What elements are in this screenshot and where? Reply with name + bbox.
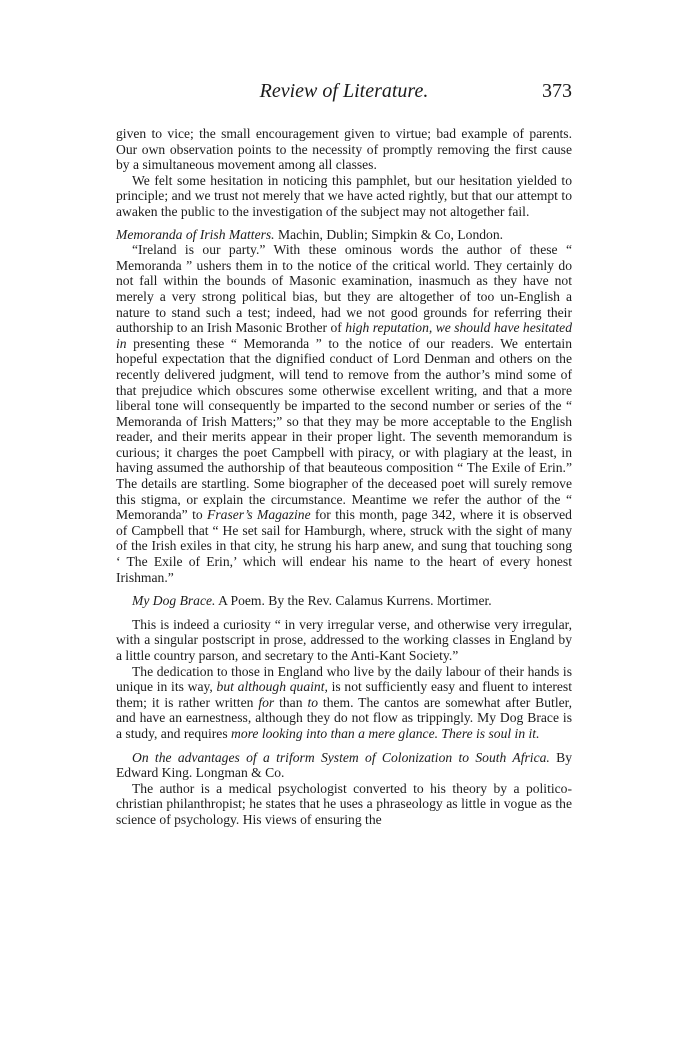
review-dog-brace-paragraph-1: This is indeed a curiosity “ in very irregular verse, and otherwise very irregular, with a singular postscript in prose, addressed to the working classes in England by a little country parson, and secretary to the Anti-Kant Society.” xyxy=(116,616,572,663)
frasers-magazine-title: Fraser’s Magazine xyxy=(207,507,311,523)
irish-body-italic: high reputation, we should have hesitated in xyxy=(116,320,572,351)
dog-p2-a: The dedication to those in England who live by the daily labour of their hands is unique in its way, xyxy=(116,663,572,695)
dog-p2-g: them. The cantos are somewhat after Butler, and have an earnestness, although they do not flow as trippingly. My Dog Brace is a study, and requires xyxy=(116,694,573,741)
review-dog-brace-paragraph-2 xyxy=(116,664,572,742)
review-byline-south-africa: By Edward King. Longman & Co. xyxy=(116,749,572,781)
running-title: Review of Literature. xyxy=(259,80,429,102)
review-heading-dog-brace xyxy=(116,593,572,609)
paragraph-continuation: given to vice; the small encouragement given to virtue; bad example of parents. Our own observation points to the necessity of promptly removing the first cause by a simultaneous movement among all classes. xyxy=(116,126,572,173)
dog-p2-c: is not sufficiently easy and fluent to interest them; it is rather written xyxy=(116,679,572,710)
dog-p2-italic-for: for xyxy=(258,694,275,710)
review-south-africa-paragraph-1: The author is a medical psychologist converted to his theory by a politico-christian philanthropist; he states that he uses a phraseology as little in vogue as the science of psychology. His views of ensuring the xyxy=(116,780,572,827)
review-title-dog-brace: My Dog Brace. xyxy=(132,593,216,609)
text-column xyxy=(116,126,572,828)
review-title-irish-matters: Memoranda of Irish Matters. xyxy=(116,226,275,242)
irish-body-part-c: for this month, page 342, where it is observed of Campbell that “ He set sail for Hamburgh, where, struck with the sight of many of the Irish exiles in that city, he strung his harp anew, and sung that touching song ‘ The Exile of Erin,’ which will endear his name to the heart of every honest Irishman.” xyxy=(116,507,572,585)
review-byline-dog-brace: A Poem. By the Rev. Calamus Kurrens. Mortimer. xyxy=(215,593,492,609)
dog-p2-italic-end: more looking into than a mere glance. There is soul in it. xyxy=(231,725,540,741)
page-number: 373 xyxy=(542,80,572,102)
review-publisher-irish-matters: Machin, Dublin; Simpkin & Co, London. xyxy=(274,226,504,242)
irish-body-part-b: presenting these “ Memoranda ” to the notice of our readers. We entertain hopeful expectation that the dignified conduct of Lord Denman and others on the recently delivered judgment, will tend to remove from the author’s mind some of that prejudice which obscures some otherwise excellent writing, and that a more liberal tone will consequently be imparted to the second number or series of the “ Memoranda of Irish Matters;” so that they may be more acceptable to the English reader, and their merits appear in their proper light. The seventh memorandum is curious; it charges the poet Campbell with piracy, or with plagiary at the least, in having assumed the authorship of that beauteous composition “ The Exile of Erin.” The details are startling. Some biographer of the deceased poet will surely remove this stigma, or explain the circumstance. Meantime we refer the author of the “ Memoranda” to xyxy=(116,335,572,523)
running-header xyxy=(116,80,572,110)
review-title-south-africa: On the advantages of a triform System of Colonization to South Africa. xyxy=(132,749,550,765)
review-body-irish-matters xyxy=(116,242,572,585)
paragraph-hesitation: We felt some hesitation in noticing this pamphlet, but our hesitation yielded to principle; and we trust not merely that we have acted rightly, but that our attempt to awaken the public to the investigation of the subject may not altogether fail. xyxy=(116,172,572,219)
review-heading-south-africa xyxy=(116,750,572,781)
irish-body-part-a: “Ireland is our party.” With these ominous words the author of these “ Memoranda ” ushers them in to the notice of the critical world. They certainly do not fall within the bounds of Masonic examination, inasmuch as they have not merely a very strong political bias, but they are altogether of too un-English a nature to stand such a test; indeed, had we not good grounds for referring their authorship to an Irish Masonic Brother of xyxy=(116,242,572,336)
review-heading-irish-matters xyxy=(116,227,572,243)
dog-p2-italic-quaint: but although quaint, xyxy=(216,679,328,695)
dog-p2-e: than xyxy=(274,694,308,710)
dog-p2-italic-to: to xyxy=(307,694,319,710)
